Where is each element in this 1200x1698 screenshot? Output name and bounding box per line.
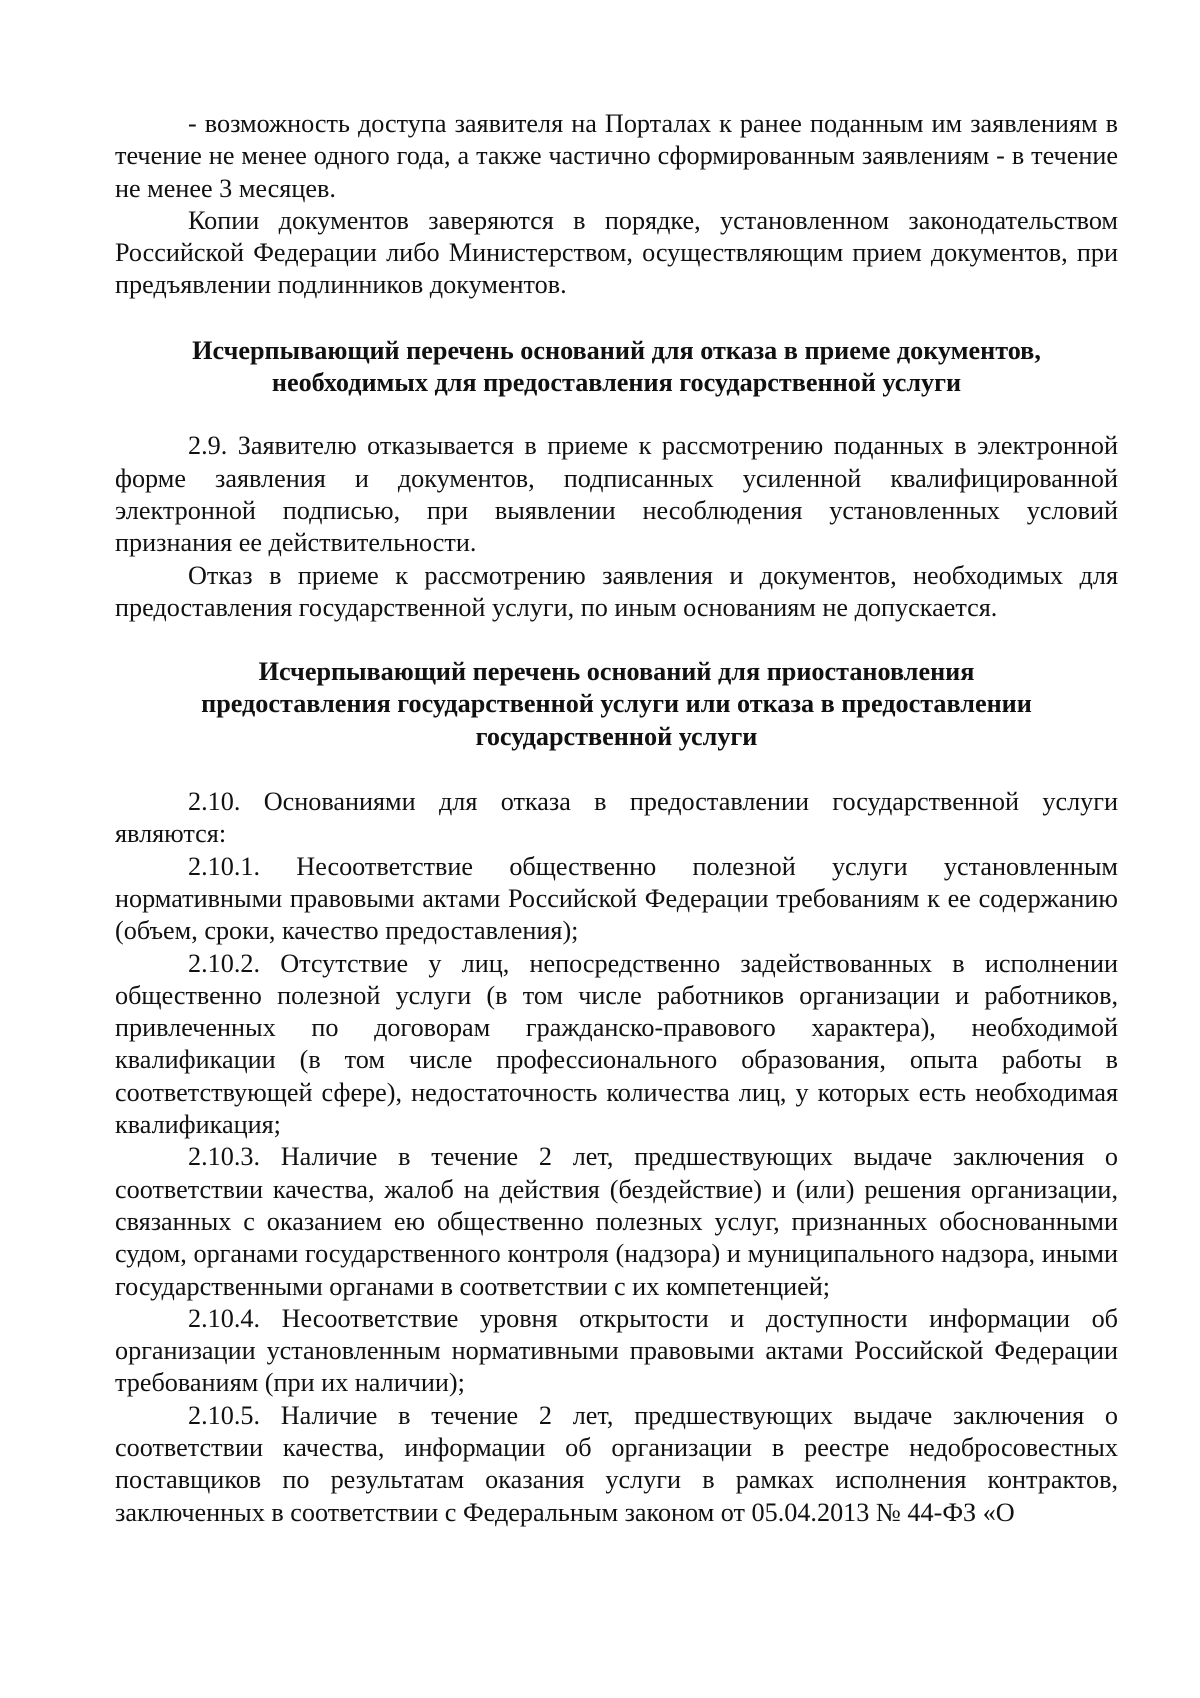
paragraph-portal-access: - возможность доступа заявителя на Порталах к ранее поданным им заявлениям в течение не менее одного года, а также частично сформированным заявлениям - в течение не менее 3 месяцев. bbox=[115, 109, 1118, 203]
paragraph-2-9: 2.9. Заявителю отказывается в приеме к рассмотрению поданных в электронной форме заявления и документов, подписанных усиленной квалифицированной электронной подписью, при выявлении несоблюдения установленных условий признания ее действительности. bbox=[115, 431, 1118, 558]
heading-line: предоставления государственной услуги или отказа в предоставлении bbox=[201, 689, 1032, 719]
section-heading-refusal-acceptance bbox=[115, 335, 1118, 400]
heading-line: государственной услуги bbox=[475, 721, 758, 751]
paragraph-no-other-grounds: Отказ в приеме к рассмотрению заявления и документов, необходимых для предоставления государственной услуги, по иным основаниям не допускается. bbox=[115, 560, 1118, 622]
paragraph-2-10-2: 2.10.2. Отсутствие у лиц, непосредственно задействованных в исполнении общественно полезной услуги (в том числе работников организации и работников, привлеченных по договорам гражданско-правового характера), необходимой квалификации (в том числе профессионального образования, опыта работы в соответствующей сфере), недостаточность количества лиц, у которых есть необходимая квалификация; bbox=[115, 948, 1118, 1140]
paragraph-2-10-5: 2.10.5. Наличие в течение 2 лет, предшествующих выдаче заключения о соответствии качества, информации об организации в реестре недобросовестных поставщиков по результатам оказания услуги в рамках исполнения контрактов, заключенных в соответствии с Федеральным законом от 05.04.2013 № 44-ФЗ «О bbox=[115, 1400, 1118, 1527]
paragraph-2-10: 2.10. Основаниями для отказа в предоставлении государственной услуги являются: bbox=[115, 787, 1118, 849]
paragraph-2-10-1: 2.10.1. Несоответствие общественно полезной услуги установленным нормативными правовыми актами Российской Федерации требованиям к ее содержанию (объем, сроки, качество предоставления); bbox=[115, 851, 1118, 946]
document-page bbox=[115, 108, 1118, 1529]
heading-line: необходимых для предоставления государственной услуги bbox=[271, 368, 962, 398]
paragraph-2-10-3: 2.10.3. Наличие в течение 2 лет, предшествующих выдаче заключения о соответствии качества, жалоб на действия (бездействие) и (или) решения организации, связанных с оказанием ею общественно полезных услуг, признанных обоснованными судом, органами государственного контроля (надзора) и муниципального надзора, иными государственными органами в соответствии с их компетенцией; bbox=[115, 1142, 1118, 1301]
heading-line: Исчерпывающий перечень оснований для приостановления bbox=[258, 657, 975, 687]
paragraph-2-10-4: 2.10.4. Несоответствие уровня открытости и доступности информации об организации установленным нормативными правовыми актами Российской Федерации требованиям (при их наличии); bbox=[115, 1303, 1118, 1398]
section-heading-suspension-refusal bbox=[115, 656, 1118, 753]
heading-line: Исчерпывающий перечень оснований для отказа в приеме документов, bbox=[192, 335, 1041, 365]
paragraph-copies-certification: Копии документов заверяются в порядке, установленном законодательством Российской Федерации либо Министерством, осуществляющим прием документов, при предъявлении подлинников документов. bbox=[115, 205, 1118, 300]
